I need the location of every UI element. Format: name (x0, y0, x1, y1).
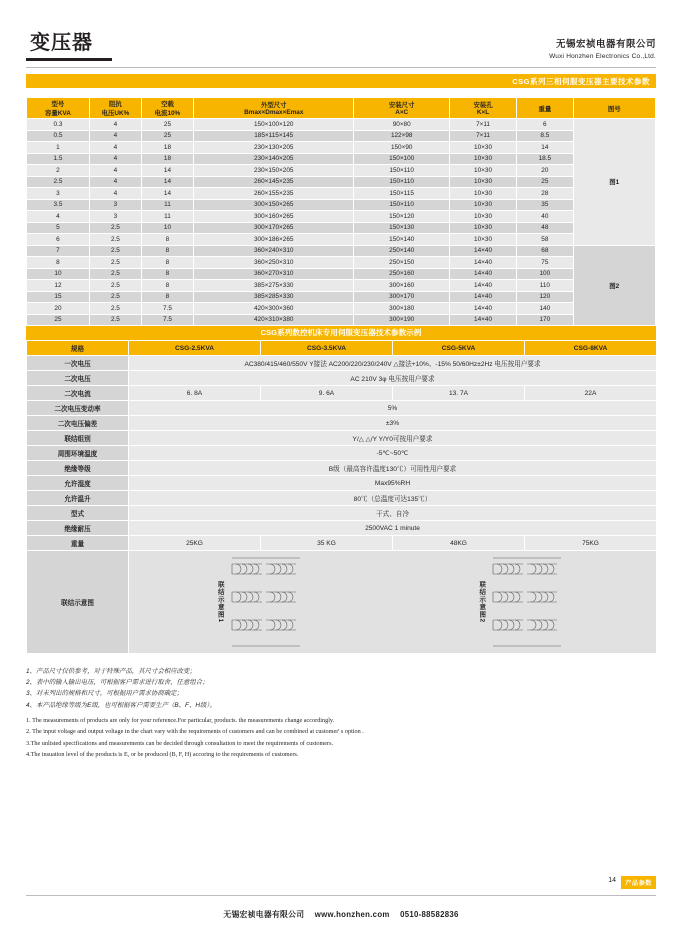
cell-uk: 3 (89, 211, 141, 223)
table-row (27, 303, 656, 315)
cell-outer: 360×270×310 (193, 268, 354, 280)
cell-uk: 2.5 (89, 291, 141, 303)
cell-i0: 14 (141, 188, 193, 200)
note-line-en: 3.The unlisted specifications and measurements can be decided through consultation to meet the requirements of customers. (26, 739, 334, 747)
spec-row-label: 允许温升 (27, 491, 129, 506)
spec-row (27, 356, 657, 371)
spec-row-label: 联结组别 (27, 431, 129, 446)
spec-row (27, 476, 657, 491)
spec-row-label: 绝缘等级 (27, 461, 129, 476)
note-line-en: 1. The measurements of products are only for your reference.For particular, products. the measurements change accordingly. (26, 716, 335, 724)
cell-mount: 250×160 (354, 268, 449, 280)
company-name-cn: 无锡宏祯电器有限公司 (555, 38, 656, 50)
col-outer-line2: Bmax×Dmax×Emax (244, 109, 304, 116)
diagram-label: 联结示意图 (27, 551, 129, 654)
note-line-cn: 3、对未列出的规格和尺寸，可根据用户需求协商确定； (26, 690, 183, 698)
cell-model: 8 (27, 257, 90, 269)
parameter-table (26, 340, 657, 654)
cell-i0: 11 (141, 199, 193, 211)
cell-i0: 10 (141, 222, 193, 234)
page-header (26, 0, 656, 61)
table-row (27, 130, 656, 142)
table-row (27, 314, 656, 326)
cell-mount: 300×170 (354, 291, 449, 303)
cell-hole: 14×40 (449, 257, 516, 269)
cell-mount: 122×98 (354, 130, 449, 142)
cell-mount: 150×130 (354, 222, 449, 234)
table-row (27, 199, 656, 211)
cell-model: 5 (27, 222, 90, 234)
cell-i0: 8 (141, 257, 193, 269)
cell-mount: 250×150 (354, 257, 449, 269)
cell-uk: 2.5 (89, 268, 141, 280)
cell-outer: 230×130×205 (193, 142, 354, 154)
cell-hole: 10×30 (449, 199, 516, 211)
cell-i0: 14 (141, 176, 193, 188)
cell-mount: 150×110 (354, 165, 449, 177)
cell-hole: 14×40 (449, 314, 516, 326)
cell-i0: 18 (141, 142, 193, 154)
cell-uk: 4 (89, 188, 141, 200)
cell-uk: 4 (89, 176, 141, 188)
cell-hole: 10×30 (449, 222, 516, 234)
cell-weight: 35 (517, 199, 573, 211)
note-line-en: 2. The input voltage and output voltage in the chart vary with the requirements of customers and can be combined at customer' s option . (26, 728, 364, 736)
cell-weight: 140 (517, 303, 573, 315)
cell-i0: 11 (141, 211, 193, 223)
cell-hole: 10×30 (449, 142, 516, 154)
table-row (27, 153, 656, 165)
page-title: 变压器 (30, 30, 93, 54)
cell-i0: 8 (141, 280, 193, 292)
cell-uk: 2.5 (89, 314, 141, 326)
col-noload (141, 98, 193, 119)
table-row (27, 280, 656, 292)
cell-weight: 68 (517, 245, 573, 257)
cell-uk: 2.5 (89, 245, 141, 257)
diagram-caption-1: 联结示意图1 (216, 580, 224, 624)
col-impedance-line2: 电压UK% (101, 110, 130, 117)
cell-outer: 300×186×265 (193, 234, 354, 246)
cell-outer: 230×140×205 (193, 153, 354, 165)
spec-row-value: ±3% (129, 416, 657, 431)
spec-row-value-4: 75KG (525, 536, 657, 551)
cell-weight: 58 (517, 234, 573, 246)
cell-hole: 7×11 (449, 119, 516, 131)
cell-uk: 2.5 (89, 303, 141, 315)
cell-mount: 150×120 (354, 211, 449, 223)
spec-row-value: Max95%RH (129, 476, 657, 491)
cell-model: 2 (27, 165, 90, 177)
cell-hole: 14×40 (449, 245, 516, 257)
col-model-line2: 容量KVA (45, 110, 71, 117)
cell-outer: 385×285×330 (193, 291, 354, 303)
cell-outer: 420×300×360 (193, 303, 354, 315)
cell-uk: 4 (89, 142, 141, 154)
cell-mount: 150×140 (354, 234, 449, 246)
cell-weight: 20 (517, 165, 573, 177)
cell-mount: 150×110 (354, 176, 449, 188)
table-row (27, 222, 656, 234)
spec-row (27, 386, 657, 401)
spec-row (27, 521, 657, 536)
banner-text: CSG系列三相伺服变压器主要技术参数 (512, 76, 650, 86)
spec-row-value-2: 9. 6A (261, 386, 393, 401)
diagram-group (216, 552, 308, 652)
notes-en (26, 715, 656, 761)
spec-row (27, 401, 657, 416)
cell-mount: 300×160 (354, 280, 449, 292)
spec-header-col-1: CSG-2.5KVA (129, 341, 261, 356)
diagram-area (129, 551, 657, 654)
spec-row-label: 二次电压偏差 (27, 416, 129, 431)
cell-model: 7 (27, 245, 90, 257)
cell-uk: 2.5 (89, 280, 141, 292)
col-noload-line2: 电流10% (154, 110, 181, 117)
spec-row-label: 二次电压变动率 (27, 401, 129, 416)
cell-uk: 4 (89, 165, 141, 177)
table-row (27, 268, 656, 280)
col-impedance (89, 98, 141, 119)
wiring-schematic (228, 552, 308, 652)
spec-row (27, 431, 657, 446)
col-noload-line1: 空载 (161, 101, 174, 108)
dimension-table (26, 97, 656, 326)
col-hole-line2: K×L (476, 109, 490, 116)
cell-hole: 10×30 (449, 211, 516, 223)
cell-uk: 2.5 (89, 222, 141, 234)
cell-hole: 14×40 (449, 303, 516, 315)
spec-row-value: 干式、自冷 (129, 506, 657, 521)
note-line-cn: 4、本产品绝缘等级为E级，也可根据客户需要生产（B、F、H级）。 (26, 701, 216, 709)
cell-outer: 360×240×310 (193, 245, 354, 257)
cell-weight: 18.5 (517, 153, 573, 165)
col-figure: 图号 (573, 98, 655, 119)
spec-row-label: 一次电压 (27, 356, 129, 371)
note-line-en: 4.The insuation level of the products is E, or be produced (B, F, H) accoring to the requirements of customers. (26, 751, 299, 759)
cell-hole: 14×40 (449, 291, 516, 303)
cell-mount: 150×110 (354, 199, 449, 211)
cell-model: 6 (27, 234, 90, 246)
spec-row-value-3: 48KG (393, 536, 525, 551)
cell-hole: 10×30 (449, 165, 516, 177)
spec-row-value: B级（最高容许温度130℃）可用性用户要求 (129, 461, 657, 476)
spec-row-value-1: 6. 8A (129, 386, 261, 401)
cell-hole: 14×40 (449, 268, 516, 280)
spec-row-label: 二次电流 (27, 386, 129, 401)
cell-outer: 385×275×330 (193, 280, 354, 292)
table-row (27, 176, 656, 188)
cell-uk: 4 (89, 153, 141, 165)
footer-tel: 0510-88582836 (400, 910, 459, 919)
cell-weight: 110 (517, 280, 573, 292)
cell-outer: 300×150×265 (193, 199, 354, 211)
cell-hole: 10×30 (449, 153, 516, 165)
note-line-cn: 1、产品尺寸仅供参考，对于特殊产品，其尺寸会相应改变； (26, 668, 196, 675)
cell-hole: 10×30 (449, 188, 516, 200)
page-number: 14 (608, 877, 616, 884)
cell-model: 1.5 (27, 153, 90, 165)
col-hole-line1: 安装孔 (473, 102, 493, 109)
cell-model: 0.5 (27, 130, 90, 142)
spec-row-value: AC380/415/460/550V Y接法 AC200/220/230/240V △接法+10%、-15% 50/60Hz±2Hz 电压按用户要求 (129, 356, 657, 371)
table-row (27, 188, 656, 200)
col-mount-line2: A×C (395, 109, 409, 116)
table-row (27, 234, 656, 246)
company-name-en: Wuxi Honzhen Electronics Co.,Ltd. (549, 52, 656, 60)
cell-uk: 4 (89, 130, 141, 142)
spec-row-value-4: 22A (525, 386, 657, 401)
diagram-row (27, 551, 657, 654)
col-model (27, 98, 90, 119)
cell-weight: 75 (517, 257, 573, 269)
col-mount-line1: 安装尺寸 (388, 102, 415, 109)
col-outer-line1: 外型尺寸 (260, 102, 287, 109)
page-tag: 产品参数 (621, 876, 656, 889)
spec-row-value-3: 13. 7A (393, 386, 525, 401)
cell-uk: 2.5 (89, 234, 141, 246)
cell-uk: 2.5 (89, 257, 141, 269)
cell-weight: 170 (517, 314, 573, 326)
cell-mount: 150×100 (354, 153, 449, 165)
spec-row-label: 重量 (27, 536, 129, 551)
spec-row-value: 2500VAC 1 minute (129, 521, 657, 536)
section-banner (26, 74, 656, 88)
col-mount (354, 98, 449, 119)
spec-row-value-1: 25KG (129, 536, 261, 551)
spec-row-label: 绝缘耐压 (27, 521, 129, 536)
notes-block (26, 666, 656, 761)
cell-outer: 260×145×235 (193, 176, 354, 188)
spec-header-row (27, 341, 657, 356)
spec-header-col-2: CSG-3.5KVA (261, 341, 393, 356)
spec-header-col-4: CSG-8KVA (525, 341, 657, 356)
spec-row (27, 416, 657, 431)
spec-row (27, 446, 657, 461)
col-impedance-line1: 阻抗 (109, 101, 122, 108)
cell-model: 4 (27, 211, 90, 223)
cell-outer: 230×150×205 (193, 165, 354, 177)
cell-i0: 8 (141, 245, 193, 257)
cell-weight: 14 (517, 142, 573, 154)
cell-model: 20 (27, 303, 90, 315)
spec-row-value: -5℃~50℃ (129, 446, 657, 461)
cell-mount: 150×115 (354, 188, 449, 200)
cell-hole: 7×11 (449, 130, 516, 142)
cell-model: 10 (27, 268, 90, 280)
cell-outer: 185×115×145 (193, 130, 354, 142)
table-row (27, 257, 656, 269)
spec-row-value: Y/△ △/Y Y/Y0可按用户要求 (129, 431, 657, 446)
diagram-caption-2: 联结示意图2 (478, 580, 486, 624)
wiring-schematic (489, 552, 569, 652)
cell-mount: 250×140 (354, 245, 449, 257)
cell-outer: 300×170×265 (193, 222, 354, 234)
figure-label-2: 图2 (573, 245, 655, 326)
cell-model: 15 (27, 291, 90, 303)
spec-row-value: 80℃（总温度可达135℃） (129, 491, 657, 506)
cell-model: 0.3 (27, 119, 90, 131)
footer-divider (26, 895, 656, 896)
table-row (27, 119, 656, 131)
cell-mount: 300×180 (354, 303, 449, 315)
cell-outer: 360×250×310 (193, 257, 354, 269)
table-row (27, 291, 656, 303)
spec-row (27, 461, 657, 476)
header-brand (26, 26, 112, 61)
cell-hole: 14×40 (449, 280, 516, 292)
footer-website[interactable]: www.honzhen.com (314, 910, 390, 919)
spec-row (27, 506, 657, 521)
spec-row (27, 371, 657, 386)
cell-outer: 150×100×120 (193, 119, 354, 131)
table-row (27, 165, 656, 177)
note-line-cn: 2、表中的输入输出电压，可根据客户需求进行取舍，任意组合； (26, 679, 209, 687)
cell-weight: 25 (517, 176, 573, 188)
cell-mount: 300×190 (354, 314, 449, 326)
cell-outer: 420×310×380 (193, 314, 354, 326)
notes-cn (26, 666, 656, 711)
header-divider (26, 67, 656, 68)
cell-i0: 7.5 (141, 314, 193, 326)
cell-hole: 10×30 (449, 176, 516, 188)
cell-model: 2.5 (27, 176, 90, 188)
cell-weight: 100 (517, 268, 573, 280)
cell-uk: 3 (89, 199, 141, 211)
cell-i0: 8 (141, 234, 193, 246)
cell-i0: 25 (141, 130, 193, 142)
cell-i0: 7.5 (141, 303, 193, 315)
spec-row (27, 536, 657, 551)
cell-i0: 14 (141, 165, 193, 177)
spec-row-value-2: 35 KG (261, 536, 393, 551)
spec-row-value: 5% (129, 401, 657, 416)
spec-row (27, 491, 657, 506)
cell-outer: 300×160×265 (193, 211, 354, 223)
cell-i0: 8 (141, 291, 193, 303)
cell-outer: 260×155×235 (193, 188, 354, 200)
cell-model: 3 (27, 188, 90, 200)
table-row (27, 245, 656, 257)
cell-uk: 4 (89, 119, 141, 131)
cell-i0: 18 (141, 153, 193, 165)
col-outer (193, 98, 354, 119)
table-row (27, 211, 656, 223)
table-header-row (27, 98, 656, 119)
col-hole (449, 98, 516, 119)
cell-weight: 120 (517, 291, 573, 303)
cell-weight: 40 (517, 211, 573, 223)
cell-mount: 150×90 (354, 142, 449, 154)
cell-model: 25 (27, 314, 90, 326)
spec-row-label: 二次电压 (27, 371, 129, 386)
cell-model: 3.5 (27, 199, 90, 211)
section-title: CSG系列数控机床专用伺服变压器技术参数示例 (26, 326, 656, 340)
cell-model: 1 (27, 142, 90, 154)
cell-weight: 8.5 (517, 130, 573, 142)
spec-row-label: 型式 (27, 506, 129, 521)
cell-weight: 28 (517, 188, 573, 200)
page-footer (0, 909, 682, 920)
cell-i0: 25 (141, 119, 193, 131)
title-underline (26, 58, 112, 61)
spec-header-label: 规格 (27, 341, 129, 356)
footer-company: 无锡宏祯电器有限公司 (223, 910, 305, 919)
spec-header-col-3: CSG-5KVA (393, 341, 525, 356)
company-block (549, 38, 656, 61)
cell-weight: 6 (517, 119, 573, 131)
spec-row-label: 周围环境温度 (27, 446, 129, 461)
spec-row-value: AC 210V 3φ 电压按用户要求 (129, 371, 657, 386)
cell-hole: 10×30 (449, 234, 516, 246)
col-weight: 重量 (517, 98, 573, 119)
spec-row-label: 允许湿度 (27, 476, 129, 491)
diagram-group (477, 552, 569, 652)
cell-mount: 90×80 (354, 119, 449, 131)
table-row (27, 142, 656, 154)
cell-i0: 8 (141, 268, 193, 280)
cell-model: 12 (27, 280, 90, 292)
figure-label-1: 图1 (573, 119, 655, 246)
col-model-line1: 型号 (51, 101, 65, 108)
cell-weight: 48 (517, 222, 573, 234)
